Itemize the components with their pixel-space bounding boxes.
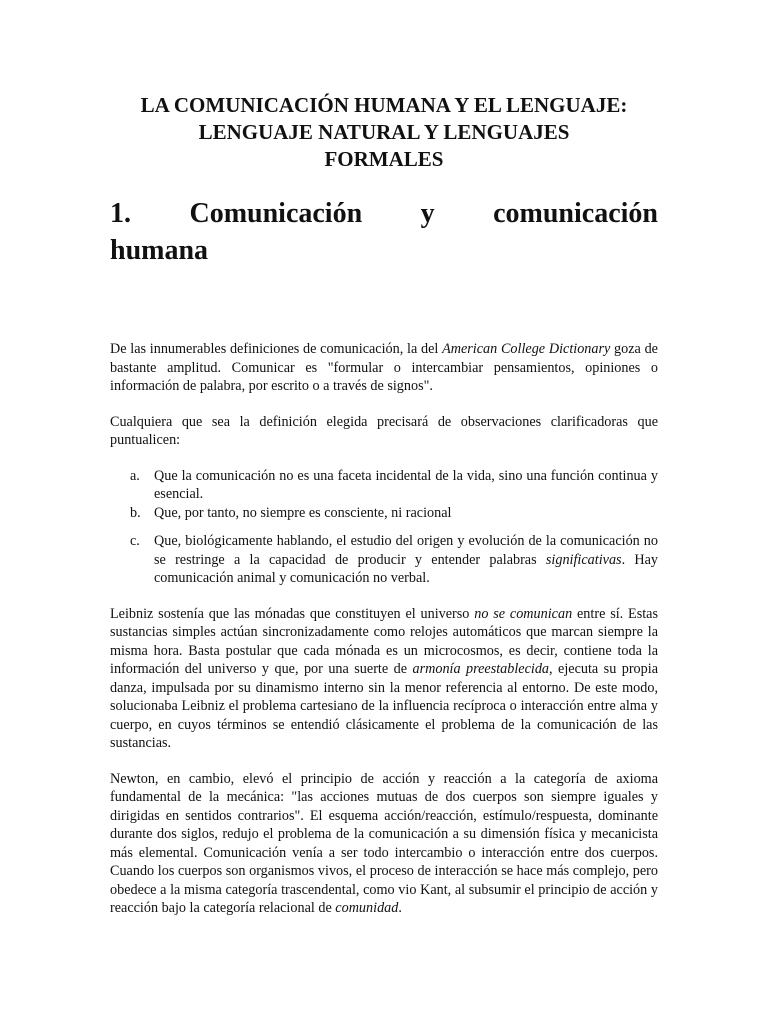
list-item	[110, 532, 658, 588]
list-item-text: Que la comunicación no es una faceta incidental de la vida, sino una función continua y esencial.	[154, 467, 658, 502]
paragraph-3-text-c: , ejecuta su propia danza, impulsada por su dinamismo interno sin la menor referencia al entorno. De este modo, solucionaba Leibniz el problema cartesiano de la influencia recíproca o interacción entre alma y cuerpo, en cuyos términos se entendió clásicamente el problema de la comunicación de las sustancias.	[110, 661, 658, 751]
paragraph-4	[110, 770, 658, 918]
document-title	[110, 92, 658, 173]
list-item-text: Que, por tanto, no siempre es consciente, ni racional	[154, 504, 452, 521]
list-item-italic: significativas	[545, 551, 622, 568]
list-item-text-a: Que, biológicamente hablando, el estudio del origen y evolución de la comunicación no se restringe a la capacidad de producir y entender palabras	[154, 533, 658, 568]
list-item	[110, 504, 658, 523]
observations-list	[110, 467, 658, 588]
paragraph-3-text-b: entre sí. Estas sustancias simples actúan sincronizadamente como relojes automáticos que marcan siempre la misma hora. Basta postular que cada mónada es un microcosmos, es decir, contiene toda la información del universo y que, por una suerte de	[110, 605, 658, 677]
paragraph-3-text-a: Leibniz sostenía que las mónadas que constituyen el universo	[110, 605, 475, 622]
list-marker: b.	[130, 504, 141, 521]
title-line-2: LENGUAJE NATURAL Y LENGUAJES	[198, 120, 570, 144]
paragraph-4-text-a: Newton, en cambio, elevó el principio de acción y reacción a la categoría de axioma fundamental de la mecánica: "las acciones mutuas de dos cuerpos son siempre iguales y dirigidas en sentidos contrarios". El esquema acción/reacción, estímulo/respuesta, dominante durante dos siglos, redujo el problema de la comunicación a su dimensión física y mecanicista más elemental. Comunicación venía a ser todo intercambio o interacción entre dos cuerpos. Cuando los cuerpos son organismos vivos, el proceso de interacción se hace más complejo, pero obedece a la misma categoría trascendental, como vio Kant, al subsumir el principio de acción y reacción bajo la categoría relacional de	[110, 770, 658, 916]
paragraph-1-text-a: De las innumerables definiciones de comunicación, la del	[110, 341, 443, 357]
paragraph-3-italic-2: armonía preestablecida	[412, 661, 550, 677]
paragraph-1-italic: American College Dictionary	[442, 341, 611, 357]
section-number: 1.	[110, 198, 131, 229]
section-heading	[110, 195, 658, 269]
title-line-1: LA COMUNICACIÓN HUMANA Y EL LENGUAJE:	[140, 93, 628, 117]
paragraph-4-italic: comunidad	[335, 900, 399, 916]
list-item	[110, 467, 658, 504]
paragraph-2: Cualquiera que sea la definición elegida precisará de observaciones clarificadoras que puntualicen:	[110, 413, 658, 448]
list-item-text	[154, 532, 658, 588]
list-marker: c.	[130, 533, 140, 549]
paragraph-1	[110, 340, 658, 396]
section-heading-line-2: humana	[110, 235, 209, 266]
section-word-2: y	[420, 198, 435, 229]
paragraph-1-text-b: goza de bastante amplitud. Comunicar es "formular o intercambiar pensamientos, opiniones o información de palabra, por escrito o a través de signos".	[110, 341, 658, 394]
section-word-3: comunicación	[493, 198, 658, 229]
section-heading-line-1	[110, 195, 658, 232]
section-word-1: Comunicación	[189, 198, 363, 229]
paragraph-3-italic-1: no se comunican	[474, 605, 573, 622]
paragraph-4-text-b: .	[398, 900, 402, 916]
title-line-3: FORMALES	[324, 147, 444, 171]
paragraph-3	[110, 605, 658, 753]
list-marker: a.	[130, 467, 140, 484]
list-item-text-b: . Hay comunicación animal y comunicación no verbal.	[154, 551, 658, 586]
